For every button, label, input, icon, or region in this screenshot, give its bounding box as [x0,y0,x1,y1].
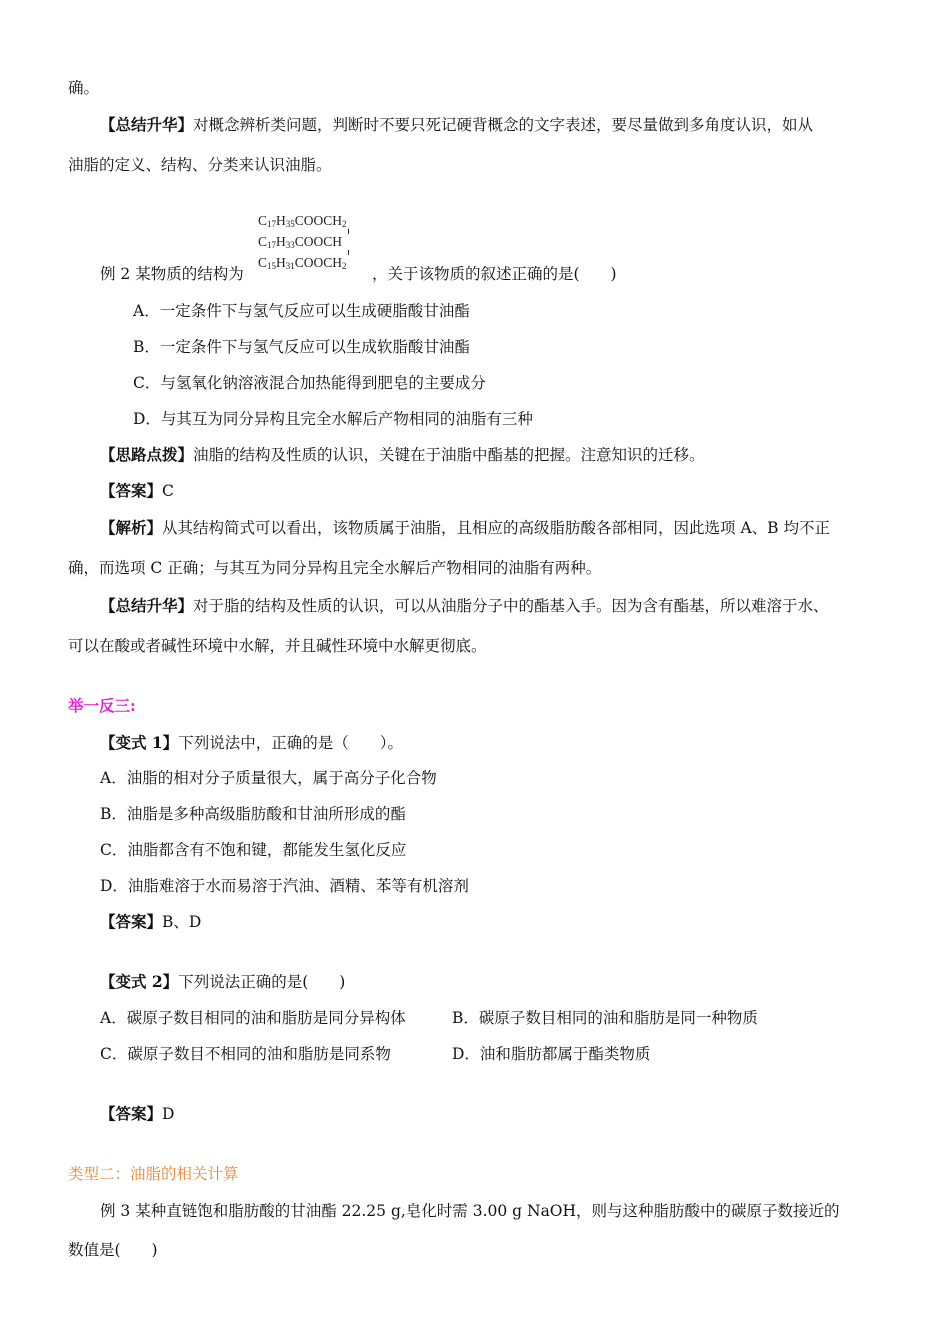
option-b: B．一定条件下与氢气反应可以生成软脂酸甘油酯 [133,338,470,356]
text-line: 确，而选项 C 正确；与其互为同分异构且完全水解后产物相同的油脂有两种。 [68,559,602,577]
variant-tag: 【变式 2】 [100,972,179,991]
text-line: 油脂的定义、结构、分类来认识油脂。 [68,156,332,174]
option-b: B．碳原子数目相同的油和脂肪是同一种物质 [452,1009,758,1027]
answer-tag: 【答案】 [100,1104,163,1123]
example-2-prefix: 例 2 某物质的结构为 [100,265,244,283]
option-d: D．油和脂肪都属于酯类物质 [452,1045,651,1063]
option-d: D．油脂难溶于水而易溶于汽油、酒精、苯等有机溶剂 [100,877,469,895]
option-a: A．碳原子数目相同的油和脂肪是同分异构体 [100,1009,406,1027]
hint-tag: 【思路点拨】 [100,445,194,464]
variant-tag: 【变式 1】 [100,733,179,752]
option-c: C．油脂都含有不饱和键，都能发生氢化反应 [100,841,407,859]
analysis-paragraph: 【解析】从其结构简式可以看出，该物质属于油脂，且相应的高级脂肪酸各部相同，因此选项 A、B 均不正 [100,518,830,537]
variant-1-question: 【变式 1】下列说法中，正确的是（ ）。 [100,733,403,752]
structural-formula: $C_{17}H_{35}COOCH_2$ $C_{17}H_{33}COOCH$ $C_{15}H_{31}COOCH_2$ [258,213,370,275]
text-line: 数值是( ) [68,1241,158,1259]
analysis-tag: 【解析】 [100,518,163,537]
answer-tag: 【答案】 [100,912,163,931]
answer-line: 【答案】D [100,1104,175,1123]
text-line: 确。 [68,79,100,97]
answer-line: 【答案】B、D [100,912,202,931]
summary-tag: 【总结升华】 [100,115,194,134]
example-3-question: 例 3 某种直链饱和脂肪酸的甘油酯 22.25 g,皂化时需 3.00 g NaOH，则与这种脂肪酸中的碳原子数接近的 [100,1202,840,1220]
answer-line: 【答案】C [100,481,174,500]
type-heading: 类型二：油脂的相关计算 [68,1165,239,1183]
text-line: 可以在酸或者碱性环境中水解，并且碱性环境中水解更彻底。 [68,637,487,655]
summary-paragraph: 【总结升华】对概念辨析类问题，判断时不要只死记硬背概念的文字表述，要尽量做到多角度认识，如从 [100,115,814,134]
summary-paragraph: 【总结升华】对于脂的结构及性质的认识，可以从油脂分子中的酯基入手。因为含有酯基，所以难溶于水、 [100,596,829,615]
option-b: B．油脂是多种高级脂肪酸和甘油所形成的酯 [100,805,406,823]
variant-2-question: 【变式 2】下列说法正确的是( ) [100,972,346,991]
option-c: C．碳原子数目不相同的油和脂肪是同系物 [100,1045,391,1063]
option-a: A．油脂的相对分子质量很大，属于高分子化合物 [100,769,437,787]
hint-paragraph: 【思路点拨】油脂的结构及性质的认识，关键在于油脂中酯基的把握。注意知识的迁移。 [100,445,705,464]
answer-tag: 【答案】 [100,481,163,500]
option-c: C．与氢氧化钠溶液混合加热能得到肥皂的主要成分 [133,374,486,392]
summary-tag: 【总结升华】 [100,596,194,615]
section-heading: 举一反三: [68,696,136,715]
option-d: D．与其互为同分异构且完全水解后产物相同的油脂有三种 [133,410,533,428]
example-2-question: ，关于该物质的叙述正确的是( ) [372,265,617,283]
option-a: A．一定条件下与氢气反应可以生成硬脂酸甘油酯 [133,302,470,320]
